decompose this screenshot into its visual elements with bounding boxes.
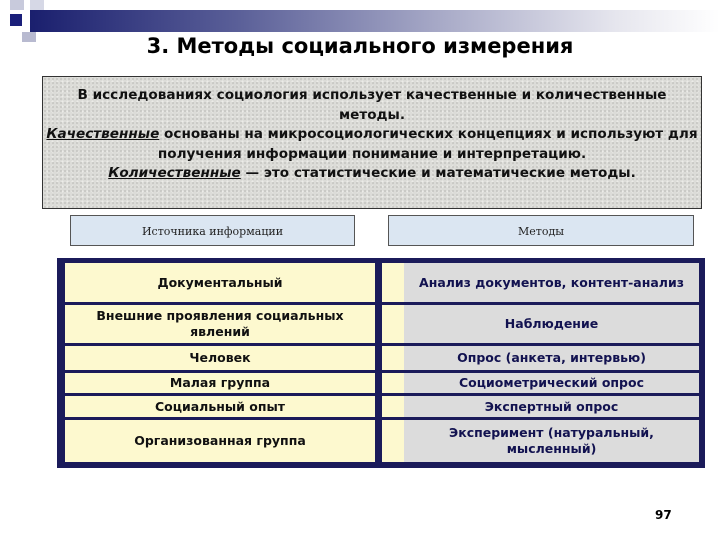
header-methods: Методы (388, 215, 694, 246)
method-cell: Наблюдение (404, 305, 699, 343)
methods-table (57, 258, 705, 468)
source-cell: Внешние проявления социальных явлений (65, 305, 375, 343)
source-cell: Человек (65, 346, 375, 370)
slide-title: 3. Методы социального измерения (146, 34, 574, 58)
decor-square (10, 14, 22, 26)
page-number: 97 (655, 508, 672, 522)
spacer-cell (382, 305, 404, 343)
method-cell: Опрос (анкета, интервью) (404, 346, 699, 370)
method-cell: Социометрический опрос (404, 373, 699, 393)
spacer-cell (382, 373, 404, 393)
method-cell: Анализ документов, контент-анализ (404, 263, 699, 302)
header-sources: Источника информации (70, 215, 355, 246)
intro-line1: В исследованиях социология использует качественные и количественные методы. (77, 87, 667, 123)
decor-square (30, 0, 44, 10)
source-cell: Малая группа (65, 373, 375, 393)
quantitative-term: Количественные (108, 165, 241, 181)
method-cell: Экспертный опрос (404, 396, 699, 417)
qualitative-desc: основаны на микросоциологических концепциях и используют для получения информации понимание и интерпретацию. (157, 126, 698, 162)
source-cell: Документальный (65, 263, 375, 302)
spacer-cell (382, 263, 404, 302)
intro-textbox (42, 76, 702, 209)
source-cell: Социальный опыт (65, 396, 375, 417)
method-cell: Эксперимент (натуральный, мысленный) (404, 420, 699, 462)
spacer-cell (382, 420, 404, 462)
quantitative-desc: — это статистические и математические методы. (240, 165, 636, 181)
source-cell: Организованная группа (65, 420, 375, 462)
header-gradient-bar (30, 10, 720, 32)
decor-square (10, 0, 24, 10)
spacer-cell (382, 396, 404, 417)
qualitative-term: Качественные (46, 126, 160, 142)
spacer-cell (382, 346, 404, 370)
